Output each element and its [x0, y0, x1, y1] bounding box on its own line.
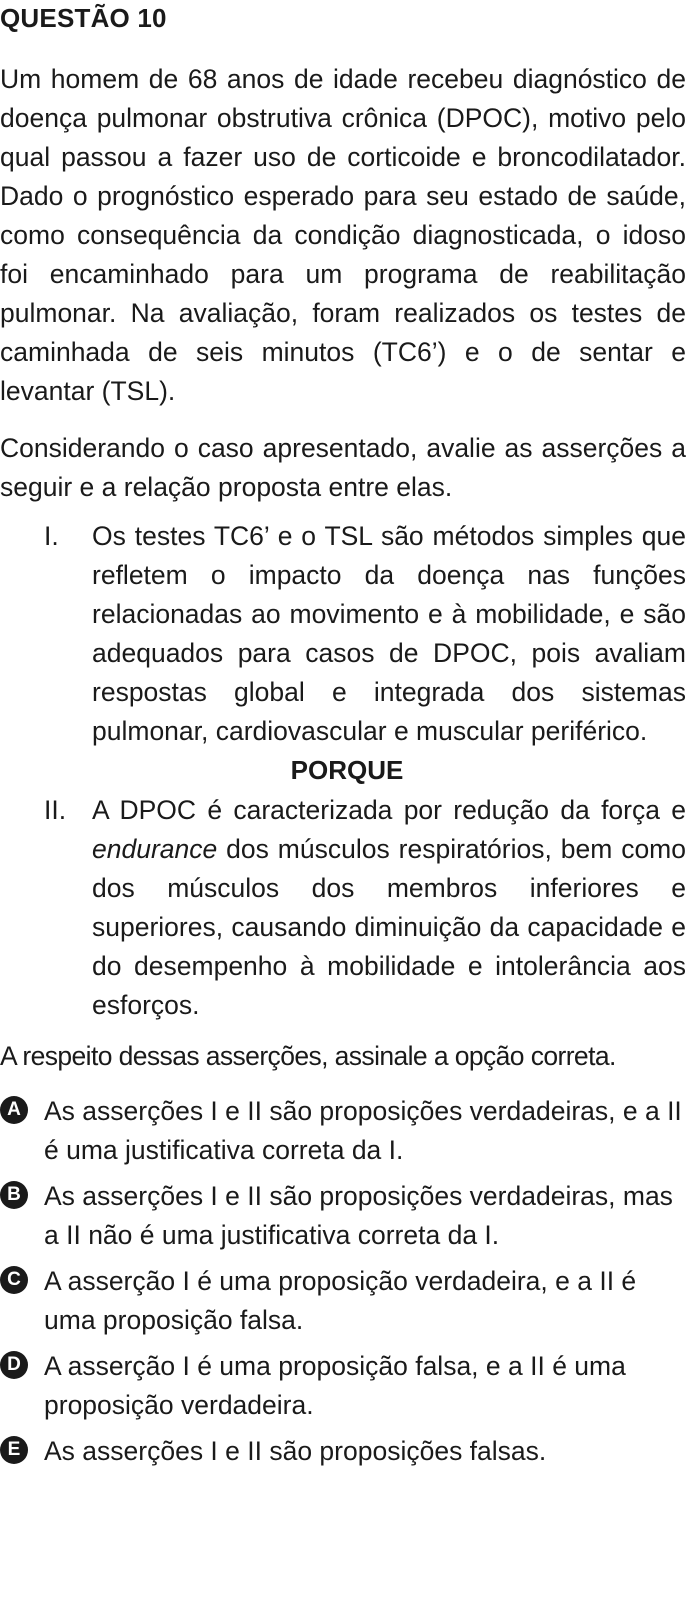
option-e-text: As asserções I e II são proposições falsas.	[44, 1436, 547, 1466]
assertion-2-text-italic: endurance	[92, 834, 218, 864]
assertion-1-text: Os testes TC6’ e o TSL são métodos simples que refletem o impacto da doença nas funções relacionadas ao movimento e à mobilidade, e são adequados para casos de DPOC, pois avaliam respostas global e integrada dos sistemas pulmonar, cardiovascular e muscular periférico.	[92, 521, 686, 746]
question-title: QUESTÃO 10	[0, 3, 167, 33]
option-b-text: As asserções I e II são proposições verdadeiras, mas a II não é uma justificativa correta da I.	[44, 1181, 673, 1250]
option-c[interactable]	[0, 1262, 686, 1340]
option-b-letter-badge: B	[0, 1181, 28, 1209]
assertion-2-text	[92, 791, 686, 1025]
option-d-letter-badge: D	[0, 1351, 28, 1379]
option-d-text: A asserção I é uma proposição falsa, e a II é uma proposição verdadeira.	[44, 1351, 626, 1420]
option-a-letter-badge: A	[0, 1096, 28, 1124]
option-a[interactable]	[0, 1092, 686, 1170]
assertion-2	[0, 791, 686, 1025]
question-lead: Considerando o caso apresentado, avalie as asserções a seguir e a relação proposta entre elas.	[0, 433, 686, 502]
question-intro: Um homem de 68 anos de idade recebeu diagnóstico de doença pulmonar obstrutiva crônica (DPOC), motivo pelo qual passou a fazer uso de corticoide e broncodilatador. Dado o prognóstico esperado para seu estado de saúde, como consequência da condição diagnosticada, o idoso foi encaminhado para um programa de reabilitação pulmonar. Na avaliação, foram realizados os testes de caminhada de seis minutos (TC6’) e o de sentar e levantar (TSL).	[0, 64, 686, 406]
option-e-letter-badge: E	[0, 1436, 28, 1464]
option-c-letter-badge: C	[0, 1266, 28, 1294]
assertion-2-text-after: dos músculos respiratórios, bem como dos músculos dos membros inferiores e superiores, causando diminuição da capacidade e do desempenho à mobilidade e intolerância aos esforços.	[92, 834, 686, 1020]
assertion-2-text-before: A DPOC é caracterizada por redução da força e	[92, 795, 686, 825]
connector-porque: PORQUE	[290, 755, 404, 785]
option-b[interactable]	[0, 1177, 686, 1255]
option-d[interactable]	[0, 1347, 686, 1425]
assertion-1-number: I.	[44, 521, 59, 551]
assertion-2-number: II.	[44, 795, 67, 825]
option-a-text: As asserções I e II são proposições verdadeiras, e a II é uma justificativa correta da I.	[44, 1096, 682, 1165]
option-c-text: A asserção I é uma proposição verdadeira, e a II é uma proposição falsa.	[44, 1266, 637, 1335]
option-e[interactable]	[0, 1432, 686, 1471]
assertion-1	[0, 517, 686, 751]
options-list	[0, 1092, 686, 1471]
question-prompt: A respeito dessas asserções, assinale a opção correta.	[0, 1041, 616, 1071]
